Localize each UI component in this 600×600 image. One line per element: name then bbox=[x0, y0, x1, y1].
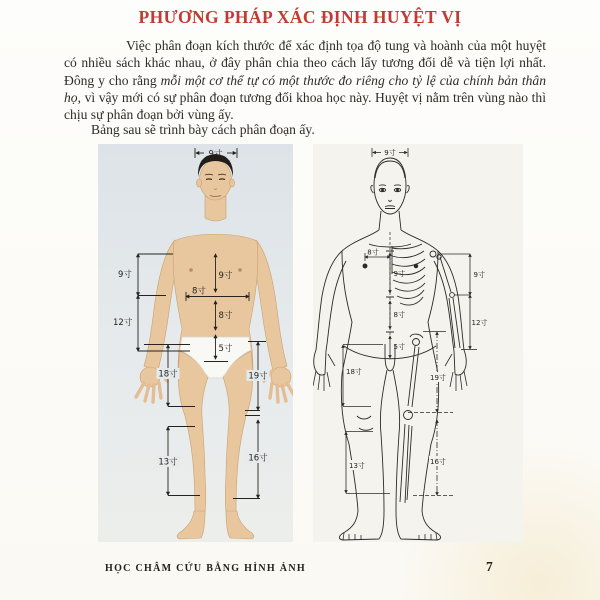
left-pupil bbox=[382, 189, 384, 191]
right-pupil bbox=[397, 189, 399, 191]
measurement-label: 5寸 bbox=[393, 343, 405, 351]
measurement-label: 9寸 bbox=[473, 271, 485, 279]
photo-figure bbox=[98, 144, 293, 542]
measurement-label: 18寸 bbox=[346, 368, 362, 376]
left-nipple-dot bbox=[363, 264, 367, 268]
footer-book-title: HỌC CHÂM CỨU BẰNG HÌNH ẢNH bbox=[105, 563, 306, 574]
right-nipple-dot bbox=[414, 264, 418, 268]
head bbox=[200, 160, 232, 200]
measurement-label: 5寸 bbox=[218, 344, 233, 354]
paragraph-text: , vì vậy mới có sự phân đoạn tương đối khoa học này. Huyệt vị nằm trên vùng nào thì chịu sự phân đoạn bởi vùng ấy. bbox=[64, 89, 546, 123]
figure-area bbox=[0, 144, 600, 544]
measurement-label: 13寸 bbox=[349, 462, 365, 470]
paragraph-italic-text: mỗi một cơ thể tự có một thước đo riêng cho tỷ lệ của chính bản thân họ bbox=[64, 72, 546, 105]
page-title: PHƯƠNG PHÁP XÁC ĐỊNH HUYỆT VỊ bbox=[138, 7, 462, 27]
footer-page-number: 7 bbox=[486, 559, 493, 574]
measurement-label: 8寸 bbox=[218, 311, 233, 321]
measurement-label: 19寸 bbox=[430, 374, 446, 382]
measurement-label: 12寸 bbox=[113, 318, 133, 328]
paragraph-text: Việc phân đoạn kích thước để xác định tọa độ tung và hoành của một huyệt có nhiều sách khác nhau, ở đây phân chia theo cách lấy tương đối dễ và tiện lợi nhất. Đông y cho rằng bbox=[64, 38, 546, 88]
second-paragraph: Bảng sau sẽ trình bày cách phân đoạn ấy. bbox=[91, 122, 315, 137]
intro-paragraph bbox=[64, 37, 546, 123]
measurement-label: 8寸 bbox=[192, 286, 206, 297]
measurement-label: 12寸 bbox=[471, 319, 488, 327]
measurement-label: 9寸 bbox=[393, 270, 405, 278]
right-ear bbox=[230, 179, 235, 187]
measurement-label: 8寸 bbox=[393, 311, 405, 319]
measurement-label: 19寸 bbox=[248, 371, 268, 382]
measurement-label: 9寸 bbox=[218, 271, 233, 281]
measurement-label: 16寸 bbox=[430, 458, 446, 466]
measurement-label: 18寸 bbox=[158, 369, 178, 380]
left-ear bbox=[197, 179, 202, 187]
measurement-label: 16寸 bbox=[248, 453, 268, 464]
measurement-label: 9寸 bbox=[208, 149, 223, 160]
diagram-background bbox=[313, 144, 523, 542]
measurement-label: 8寸 bbox=[367, 248, 379, 257]
left-nipple bbox=[189, 268, 193, 272]
measurement-label: 9寸 bbox=[384, 149, 396, 157]
measurement-label: 13寸 bbox=[158, 457, 178, 468]
measurement-label: 9寸 bbox=[118, 270, 132, 280]
right-nipple bbox=[238, 268, 242, 272]
diagram-figure bbox=[313, 144, 523, 542]
